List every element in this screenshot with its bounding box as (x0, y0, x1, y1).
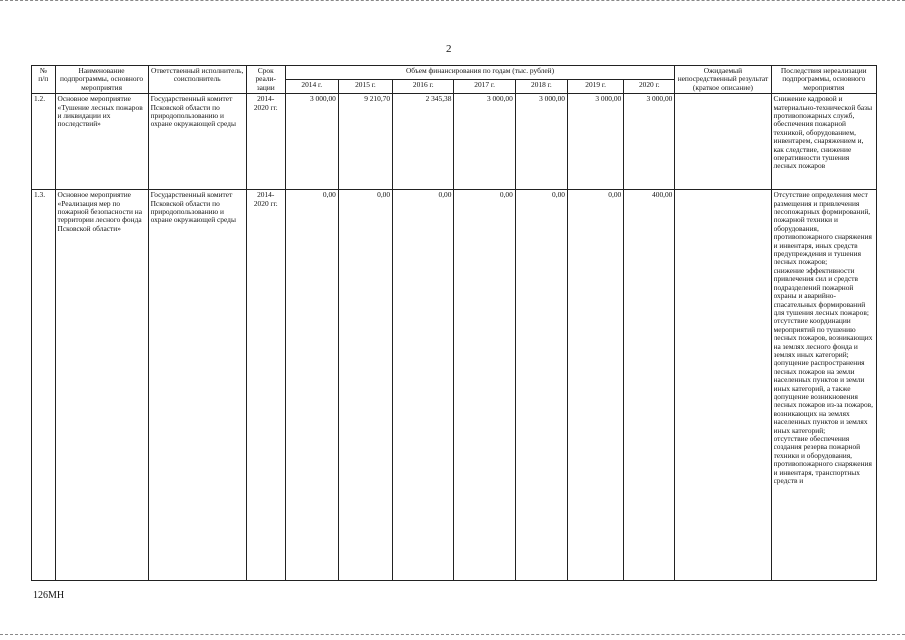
row-executor: Государственный комитет Псковской области по природопользованию и охране окружающей среды (148, 94, 246, 190)
row-consequences-cell (771, 190, 876, 581)
row-consequences: Снижение кадровой и материально-технической базы противопожарных служб, обеспечения пожарной техникой, оборудованием, инвентарем, снаряжением и, как следствие, снижение оперативности тушения лесных пожаров (771, 94, 876, 190)
header-year: 2018 г. (515, 80, 567, 94)
row-value: 0,00 (567, 190, 623, 581)
row-value: 3 000,00 (567, 94, 623, 190)
row-value: 0,00 (285, 190, 338, 581)
header-year: 2017 г. (454, 80, 515, 94)
header-year: 2016 г. (393, 80, 454, 94)
page-top-edge (0, 0, 905, 3)
page-number: 2 (446, 43, 452, 55)
header-term: Срок реали-зации (246, 66, 285, 94)
row-value: 0,00 (393, 190, 454, 581)
header-expected: Ожидаемый непосредственный результат (краткое описание) (675, 66, 771, 94)
row-name: Основное мероприятие «Реализация мер по пожарной безопасности на территории лесного фонда Псковской области» (55, 190, 148, 581)
header-executor: Ответственный исполнитель, соисполнитель (148, 66, 246, 94)
header-consequences: Последствия нереализации подпрограммы, основного мероприятия (771, 66, 876, 94)
header-year: 2014 г. (285, 80, 338, 94)
header-num: № п/п (32, 66, 56, 94)
row-consequences: Отсутствие определения мест размещения и привлечения лесопожарных формирований, пожарной техники и оборудования, противопожарного снаряжения и инвентаря, иных средств предупреждения и тушения лесных пожаров; снижение эффективности привлечения сил и средств подразделений пожарной охраны и аварийно-спасательных формирований для тушения лесных пожаров; отсутствие координации мероприятий по тушению лесных пожаров, возникающих на землях лесного фонда и землях иных категорий; допущение распространения лесных пожаров на земли населенных пунктов и земли иных категорий, а также допущение возникновения лесных пожаров из-за пожаров, возникающих на землях населенных пунктов и землях иных категорий; отсутствие обеспечения создания резерва пожарной техники и оборудования, противопожарного снаряжения и инвентаря, транспортных средств и (773, 191, 873, 486)
document-code: 126МН (33, 590, 65, 601)
page-bottom-edge (0, 634, 905, 637)
row-value: 3 000,00 (624, 94, 675, 190)
header-year: 2019 г. (567, 80, 623, 94)
row-value: 0,00 (338, 190, 392, 581)
row-value: 3 000,00 (285, 94, 338, 190)
row-expected (675, 190, 771, 581)
header-year: 2015 г. (338, 80, 392, 94)
program-table (31, 65, 877, 581)
row-value: 3 000,00 (515, 94, 567, 190)
row-num: 1.2. (32, 94, 56, 190)
row-term: 2014- 2020 гг. (246, 190, 285, 581)
row-term: 2014- 2020 гг. (246, 94, 285, 190)
row-expected (675, 94, 771, 190)
header-financing: Объем финансирования по годам (тыс. рублей) (285, 66, 675, 80)
row-value: 0,00 (454, 190, 515, 581)
row-value: 400,00 (624, 190, 675, 581)
row-value: 9 210,70 (338, 94, 392, 190)
header-year: 2020 г. (624, 80, 675, 94)
table-row (32, 190, 877, 581)
row-executor: Государственный комитет Псковской области по природопользованию и охране окружающей среды (148, 190, 246, 581)
table-row (32, 94, 877, 190)
row-name: Основное мероприятие «Тушение лесных пожаров и ликвидации их последствий» (55, 94, 148, 190)
row-value: 3 000,00 (454, 94, 515, 190)
row-num: 1.3. (32, 190, 56, 581)
header-name: Наименование подпрограммы, основного мероприятия (55, 66, 148, 94)
row-value: 0,00 (515, 190, 567, 581)
row-value: 2 345,38 (393, 94, 454, 190)
